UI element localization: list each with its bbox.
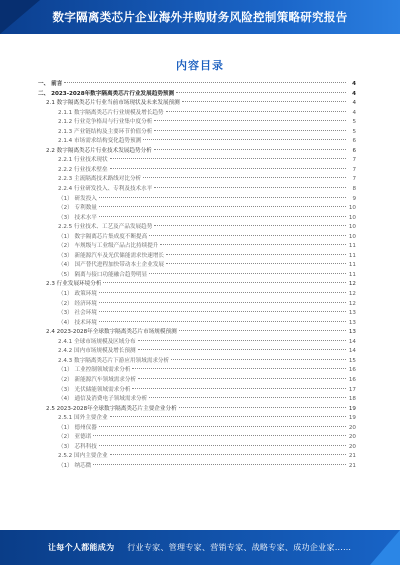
toc-leader-dots xyxy=(160,244,346,245)
toc-entry[interactable] xyxy=(38,109,356,119)
toc-entry-page: 14 xyxy=(348,348,356,355)
toc-entry-page: 13 xyxy=(348,329,356,336)
toc-entry-page: 14 xyxy=(348,338,356,345)
toc-entry-title: 2.4 2023-2028年全球数字隔离类芯片市场规模预测 xyxy=(46,329,177,336)
toc-entry-title: 二、 2023-2028年数字隔离类芯片行业发展趋势预测 xyxy=(38,90,175,97)
toc-leader-dots xyxy=(99,292,346,293)
toc-entry-page: 4 xyxy=(352,90,356,97)
toc-leader-dots xyxy=(138,340,346,341)
toc-entry-title: （1） 研发投入 xyxy=(58,195,97,202)
toc-entry-page: 4 xyxy=(352,109,356,116)
toc-entry[interactable] xyxy=(38,252,356,262)
toc-entry-title: 2.4.3 数字隔离类芯片下游应用领域需求分析 xyxy=(58,357,170,364)
toc-entry-page: 5 xyxy=(352,128,356,135)
toc-entry[interactable] xyxy=(38,300,356,310)
toc-entry-title: （1） 政策环境 xyxy=(58,291,97,298)
toc-entry-page: 17 xyxy=(348,386,356,393)
toc-entry-page: 16 xyxy=(348,367,356,374)
toc-list xyxy=(38,80,356,471)
toc-entry-title: 2.3 行业发展环境分析 xyxy=(46,281,102,288)
toc-entry-title: （3） 新能源汽车及光伏储能需求快速增长 xyxy=(58,252,165,259)
toc-entry[interactable] xyxy=(38,80,356,90)
toc-entry-page: 13 xyxy=(348,319,356,326)
toc-entry-page: 8 xyxy=(352,186,356,193)
toc-leader-dots xyxy=(143,177,346,178)
toc-entry-page: 12 xyxy=(348,291,356,298)
footer-roles: 行业专家、管理专家、营销专家、战略专家、成功企业家…… xyxy=(127,543,352,552)
toc-entry[interactable] xyxy=(38,147,356,157)
toc-entry-title: （3） 技术水平 xyxy=(58,214,97,221)
toc-entry-title: 2.4.1 全球市场规模及区域分布 xyxy=(58,338,136,345)
toc-entry[interactable] xyxy=(38,424,356,434)
toc-leader-dots xyxy=(154,149,346,150)
toc-entry-title: 2.1.1 数字隔离类芯片行业规模及增长趋势 xyxy=(58,109,164,116)
toc-leader-dots xyxy=(110,168,346,169)
toc-leader-dots xyxy=(166,111,346,112)
toc-entry[interactable] xyxy=(38,338,356,348)
toc-entry[interactable] xyxy=(38,204,356,214)
toc-entry[interactable] xyxy=(38,433,356,443)
toc-leader-dots xyxy=(182,101,346,102)
toc-leader-dots xyxy=(176,92,346,93)
toc-entry-page: 19 xyxy=(348,415,356,422)
toc-entry-title: （3） 芯科科技 xyxy=(58,443,97,450)
toc-entry[interactable] xyxy=(38,223,356,233)
toc-leader-dots xyxy=(64,82,346,83)
toc-entry[interactable] xyxy=(38,462,356,472)
toc-entry[interactable] xyxy=(38,166,356,176)
toc-entry-title: 2.2.2 行业技术壁垒 xyxy=(58,166,108,173)
toc-leader-dots xyxy=(166,254,346,255)
toc-entry[interactable] xyxy=(38,280,356,290)
toc-entry-page: 18 xyxy=(348,396,356,403)
toc-leader-dots xyxy=(93,435,346,436)
toc-entry-title: 2.2.3 主流隔离技术路线对比分析 xyxy=(58,176,142,183)
toc-leader-dots xyxy=(138,349,346,350)
toc-entry[interactable] xyxy=(38,242,356,252)
toc-entry[interactable] xyxy=(38,128,356,138)
toc-entry-title: （3） 光伏储能领域需求分析 xyxy=(58,386,131,393)
toc-entry-page: 10 xyxy=(348,233,356,240)
toc-entry-page: 7 xyxy=(352,166,356,173)
toc-entry-page: 12 xyxy=(348,281,356,288)
toc-entry-title: （4） 国产替代进程加快带动本土企业发展 xyxy=(58,262,165,269)
toc-leader-dots xyxy=(110,454,346,455)
toc-leader-dots xyxy=(99,302,346,303)
toc-entry-page: 6 xyxy=(352,138,356,145)
toc-leader-dots xyxy=(99,216,346,217)
toc-entry[interactable] xyxy=(38,290,356,300)
toc-entry-page: 7 xyxy=(352,157,356,164)
toc-entry-page: 21 xyxy=(348,462,356,469)
toc-leader-dots xyxy=(149,397,346,398)
toc-entry-page: 11 xyxy=(348,243,356,250)
toc-entry-title: （2） 亚德诺 xyxy=(58,434,92,441)
toc-entry-page: 10 xyxy=(348,205,356,212)
toc-entry-title: （1） 纳芯微 xyxy=(58,462,92,469)
toc-leader-dots xyxy=(99,311,346,312)
toc-entry[interactable] xyxy=(38,214,356,224)
toc-entry-page: 10 xyxy=(348,214,356,221)
toc-entry-title: 2.2 数字隔离类芯片行业技术发展趋势分析 xyxy=(46,147,152,154)
toc-leader-dots xyxy=(110,158,346,159)
toc-entry-page: 21 xyxy=(348,453,356,460)
toc-entry-title: 2.5.1 国外主要企业 xyxy=(58,415,108,422)
toc-leader-dots xyxy=(138,378,346,379)
toc-entry-title: 2.2.4 行业研发投入、专利及技术水平 xyxy=(58,186,153,193)
toc-leader-dots xyxy=(166,263,346,264)
toc-entry[interactable] xyxy=(38,347,356,357)
toc-entry-title: 2.4.2 国内市场规模及增长预测 xyxy=(58,348,136,355)
toc-entry-title: （4） 通信及消费电子领域需求分析 xyxy=(58,396,148,403)
toc-entry-title: （2） 新能源汽车领域需求分析 xyxy=(58,376,137,383)
toc-entry[interactable] xyxy=(38,90,356,100)
toc-entry[interactable] xyxy=(38,118,356,128)
toc-entry-page: 11 xyxy=(348,271,356,278)
toc-entry-page: 11 xyxy=(348,262,356,269)
toc-leader-dots xyxy=(149,273,346,274)
toc-leader-dots xyxy=(154,225,346,226)
toc-leader-dots xyxy=(143,139,346,140)
toc-entry[interactable] xyxy=(38,443,356,453)
toc-entry-page: 13 xyxy=(348,310,356,317)
toc-leader-dots xyxy=(99,197,346,198)
toc-entry[interactable] xyxy=(38,452,356,462)
toc-entry-page: 11 xyxy=(348,252,356,259)
toc-leader-dots xyxy=(154,187,346,188)
toc-leader-dots xyxy=(154,120,346,121)
toc-entry-title: 2.1.2 行业竞争格局与行业集中度分析 xyxy=(58,119,153,126)
toc-entry-page: 20 xyxy=(348,443,356,450)
toc-entry-title: （2） 经济环境 xyxy=(58,300,97,307)
toc-entry[interactable] xyxy=(38,99,356,109)
header-banner xyxy=(0,0,400,34)
toc-entry[interactable] xyxy=(38,405,356,415)
toc-entry[interactable] xyxy=(38,309,356,319)
toc-leader-dots xyxy=(171,359,346,360)
toc-entry-page: 10 xyxy=(348,224,356,231)
toc-entry-title: 一、 前言 xyxy=(38,81,63,87)
toc-entry[interactable] xyxy=(38,414,356,424)
toc-leader-dots xyxy=(132,388,346,389)
toc-leader-dots xyxy=(179,407,346,408)
toc-entry[interactable] xyxy=(38,271,356,281)
toc-entry-title: （1） 德州仪器 xyxy=(58,424,97,431)
toc-entry-page: 5 xyxy=(352,119,356,126)
toc-entry[interactable] xyxy=(38,185,356,195)
toc-entry-title: （5） 隔离与接口功能融合趋势明显 xyxy=(58,271,148,278)
toc-entry[interactable] xyxy=(38,233,356,243)
toc-entry-title: 2.5.2 国内主要企业 xyxy=(58,453,108,460)
toc-entry-page: 16 xyxy=(348,376,356,383)
footer-text xyxy=(48,542,351,553)
toc-entry-title: 2.1 数字隔离类芯片行业当前市场现状及未来发展预测 xyxy=(46,100,180,107)
toc-leader-dots xyxy=(132,368,346,369)
toc-entry[interactable] xyxy=(38,156,356,166)
footer-banner xyxy=(0,530,400,565)
toc-entry-title: 2.2.5 行业技术、工艺及产品发展趋势 xyxy=(58,224,153,231)
toc-entry-page: 15 xyxy=(348,357,356,364)
toc-entry-page: 4 xyxy=(352,100,356,107)
toc-entry-page: 9 xyxy=(352,195,356,202)
toc-entry[interactable] xyxy=(38,319,356,329)
toc-entry-page: 6 xyxy=(352,147,356,154)
toc-entry[interactable] xyxy=(38,137,356,147)
toc-entry-page: 19 xyxy=(348,405,356,412)
toc-leader-dots xyxy=(154,130,346,131)
toc-entry-title: 2.5 2023-2028年全球数字隔离类芯片主要企业分析 xyxy=(46,405,177,412)
report-title: 数字隔离类芯片企业海外并购财务风险控制策略研究报告 xyxy=(52,10,348,24)
toc-entry-title: （1） 工业控制领域需求分析 xyxy=(58,367,131,374)
toc-entry-title: 2.2.1 行业技术现状 xyxy=(58,157,108,164)
toc-entry-title: （2） 车规级与工业级产品占比持续提升 xyxy=(58,243,159,250)
toc-leader-dots xyxy=(99,445,346,446)
toc-entry-title: （4） 技术环境 xyxy=(58,319,97,326)
toc-entry[interactable] xyxy=(38,261,356,271)
toc-entry-title: （1） 数字隔离芯片集成度不断提高 xyxy=(58,233,148,240)
toc-leader-dots xyxy=(93,464,346,465)
toc-leader-dots xyxy=(99,206,346,207)
toc-entry[interactable] xyxy=(38,366,356,376)
toc-entry-page: 20 xyxy=(348,434,356,441)
toc-entry-title: 2.1.3 产业链结构及主要环节价值分析 xyxy=(58,128,153,135)
toc-entry[interactable] xyxy=(38,328,356,338)
toc-entry-title: （2） 专利数量 xyxy=(58,205,97,212)
toc-entry[interactable] xyxy=(38,395,356,405)
footer-slogan: 让每个人都能成为 xyxy=(48,543,115,552)
toc-heading: 内容目录 xyxy=(176,59,224,72)
toc-leader-dots xyxy=(179,330,346,331)
toc-entry-page: 7 xyxy=(352,176,356,183)
toc-entry-page: 4 xyxy=(352,81,356,87)
toc-entry-title: 2.1.4 市场需求结构变化趋势预测 xyxy=(58,138,142,145)
toc-leader-dots xyxy=(99,426,346,427)
toc-leader-dots xyxy=(103,282,346,283)
toc-leader-dots xyxy=(149,235,346,236)
toc-entry-title: （3） 社会环境 xyxy=(58,310,97,317)
toc-entry-page: 12 xyxy=(348,300,356,307)
toc-entry-page: 20 xyxy=(348,424,356,431)
toc-leader-dots xyxy=(99,321,346,322)
toc-leader-dots xyxy=(110,416,346,417)
toc-entry[interactable] xyxy=(38,195,356,205)
toc-entry[interactable] xyxy=(38,175,356,185)
toc-entry[interactable] xyxy=(38,357,356,367)
toc-entry[interactable] xyxy=(38,386,356,396)
toc-entry[interactable] xyxy=(38,376,356,386)
